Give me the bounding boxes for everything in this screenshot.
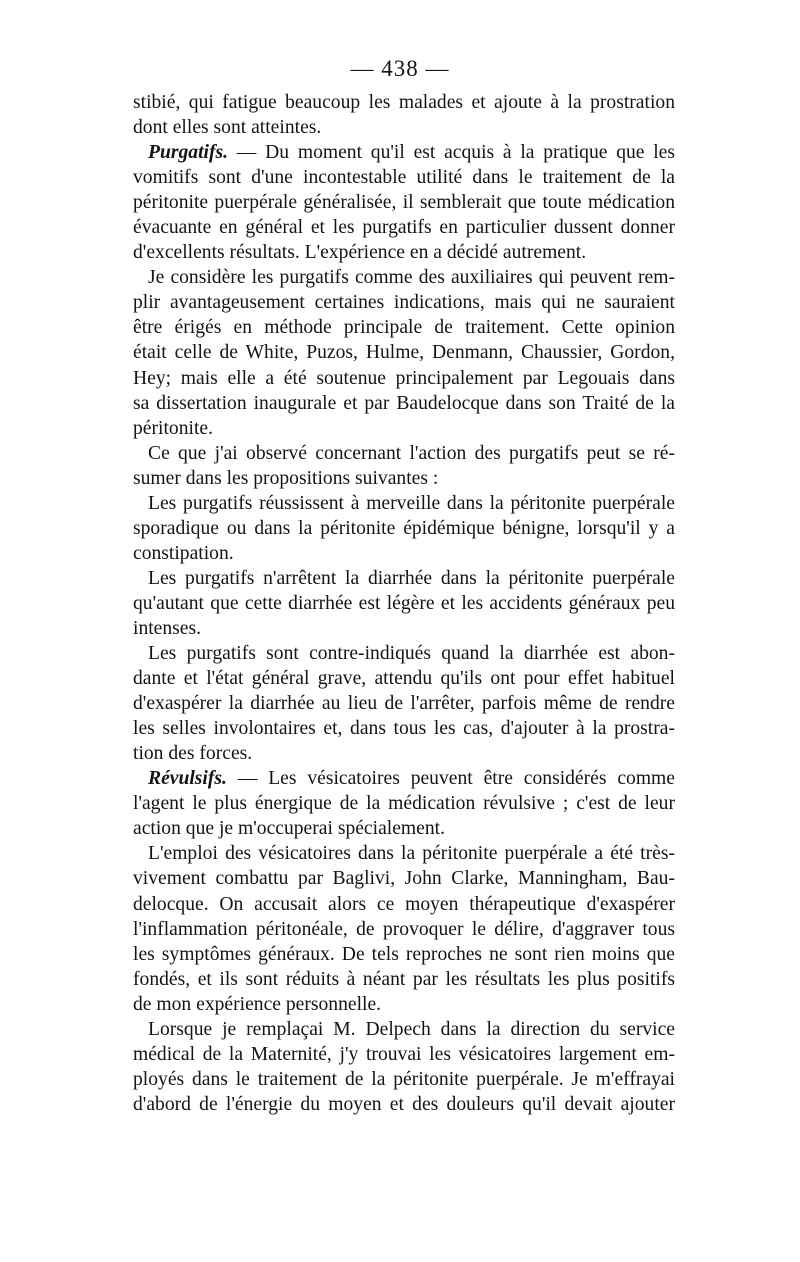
line-text: était celle de White, Puzos, Hulme, Denmann, Chaussier, Gordon,: [133, 342, 675, 364]
text-line: [133, 491, 675, 516]
line-text: dont elles sont atteintes.: [133, 117, 322, 139]
text-line: [133, 265, 675, 290]
text-line: [133, 165, 675, 190]
line-text: d'exaspérer la diarrhée au lieu de l'arrêter, parfois même de rendre: [133, 693, 675, 715]
line-text: sa dissertation inaugurale et par Baudelocque dans son Traité de la: [133, 392, 675, 414]
text-line: [133, 541, 675, 566]
text-line: [133, 566, 675, 591]
line-text: les symptômes généraux. De tels reproches ne sont rien moins que: [133, 943, 675, 965]
line-text: ployés dans le traitement de la péritonite puerpérale. Je m'effrayai: [133, 1068, 675, 1090]
line-text: l'agent le plus énergique de la médication révulsive ; c'est de leur: [133, 793, 675, 815]
line-text: intenses.: [133, 617, 202, 639]
line-text: plir avantageusement certaines indications, mais qui ne sauraient: [133, 292, 675, 314]
text-line: [133, 366, 675, 391]
text-line: [133, 816, 675, 841]
line-text: péritonite puerpérale généralisée, il semblerait que toute médication: [133, 192, 675, 214]
text-line: [133, 892, 675, 917]
text-line: [133, 691, 675, 716]
line-text: évacuante en général et les purgatifs en particulier dussent donner: [133, 217, 675, 239]
text-line: [133, 841, 675, 866]
text-line: [133, 1017, 675, 1042]
text-line: [133, 866, 675, 891]
text-line: [133, 716, 675, 741]
line-text: d'abord de l'énergie du moyen et des douleurs qu'il devait ajouter: [133, 1093, 675, 1115]
line-text: médical de la Maternité, j'y trouvai les vésicatoires largement em-: [133, 1043, 675, 1065]
text-line: [133, 992, 675, 1017]
line-text: qu'autant que cette diarrhée est légère et les accidents généraux peu: [133, 592, 675, 614]
line-text: péritonite.: [133, 417, 213, 439]
text-line: [133, 190, 675, 215]
text-line: [133, 391, 675, 416]
text-line: [133, 240, 675, 265]
line-text: sporadique ou dans la péritonite épidémique bénigne, lorsqu'il y a: [133, 517, 675, 539]
line-text: vivement combattu par Baglivi, John Clarke, Manningham, Bau-: [133, 868, 675, 890]
section-title: Révulsifs.: [148, 768, 227, 790]
line-text: fondés, et ils sont réduits à néant par les résultats les plus positifs: [133, 968, 675, 990]
text-line: [133, 641, 675, 666]
line-text: Les purgatifs sont contre-indiqués quand la diarrhée est abon-: [148, 643, 675, 665]
line-text: d'excellents résultats. L'expérience en a décidé autrement.: [133, 242, 587, 264]
text-line: [133, 290, 675, 315]
line-text: L'emploi des vésicatoires dans la péritonite puerpérale a été très-: [148, 843, 675, 865]
line-text: action que je m'occuperai spécialement.: [133, 818, 445, 840]
line-text: être érigés en méthode principale de traitement. Cette opinion: [133, 317, 675, 339]
text-line: [133, 791, 675, 816]
line-text: Hey; mais elle a été soutenue principalement par Legouais dans: [133, 367, 675, 389]
page-number: — 438 —: [350, 56, 450, 81]
line-text: de mon expérience personnelle.: [133, 993, 382, 1015]
text-line: [133, 967, 675, 992]
line-text: — Du moment qu'il est acquis à la pratique que les: [228, 142, 675, 164]
text-line: [133, 315, 675, 340]
text-line: [133, 1042, 675, 1067]
line-text: stibié, qui fatigue beaucoup les malades et ajoute à la prostration: [133, 92, 675, 113]
text-line: [133, 340, 675, 365]
text-line: [133, 516, 675, 541]
line-text: — Les vésicatoires peuvent être considérés comme: [226, 768, 675, 790]
line-text: delocque. On accusait alors ce moyen thérapeutique d'exaspérer: [133, 893, 675, 915]
body-text: [133, 90, 675, 1117]
text-line: [133, 466, 675, 491]
line-text: vomitifs sont d'une incontestable utilité dans le traitement de la: [133, 167, 675, 189]
line-text: constipation.: [133, 542, 234, 564]
text-line: [133, 1092, 675, 1117]
text-line: [133, 1067, 675, 1092]
text-line: [133, 215, 675, 240]
section-title: Purgatifs.: [148, 142, 229, 164]
line-text: dante et l'état général grave, attendu qu'ils ont pour effet habituel: [133, 668, 675, 690]
text-line: [133, 616, 675, 641]
line-text: Ce que j'ai observé concernant l'action des purgatifs peut se ré-: [148, 442, 675, 464]
text-line: [133, 591, 675, 616]
text-line: [133, 917, 675, 942]
line-text: sumer dans les propositions suivantes :: [133, 467, 439, 489]
text-line: [133, 666, 675, 691]
line-text: Lorsque je remplaçai M. Delpech dans la direction du service: [148, 1018, 675, 1040]
text-line: [133, 741, 675, 766]
text-line: [133, 441, 675, 466]
text-line: [133, 90, 675, 115]
text-line: [133, 115, 675, 140]
text-line: [133, 942, 675, 967]
line-text: Les purgatifs n'arrêtent la diarrhée dans la péritonite puerpérale: [148, 567, 675, 589]
text-line: [133, 416, 675, 441]
line-text: Les purgatifs réussissent à merveille dans la péritonite puerpérale: [148, 492, 675, 514]
line-text: tion des forces.: [133, 743, 253, 765]
line-text: l'inflammation péritonéale, de provoquer le délire, d'aggraver tous: [133, 918, 675, 940]
text-line: [133, 766, 675, 791]
text-line: [133, 140, 675, 165]
line-text: Je considère les purgatifs comme des auxiliaires qui peuvent rem-: [148, 267, 675, 289]
line-text: les selles involontaires et, dans tous les cas, d'ajouter à la prostra-: [133, 718, 675, 740]
